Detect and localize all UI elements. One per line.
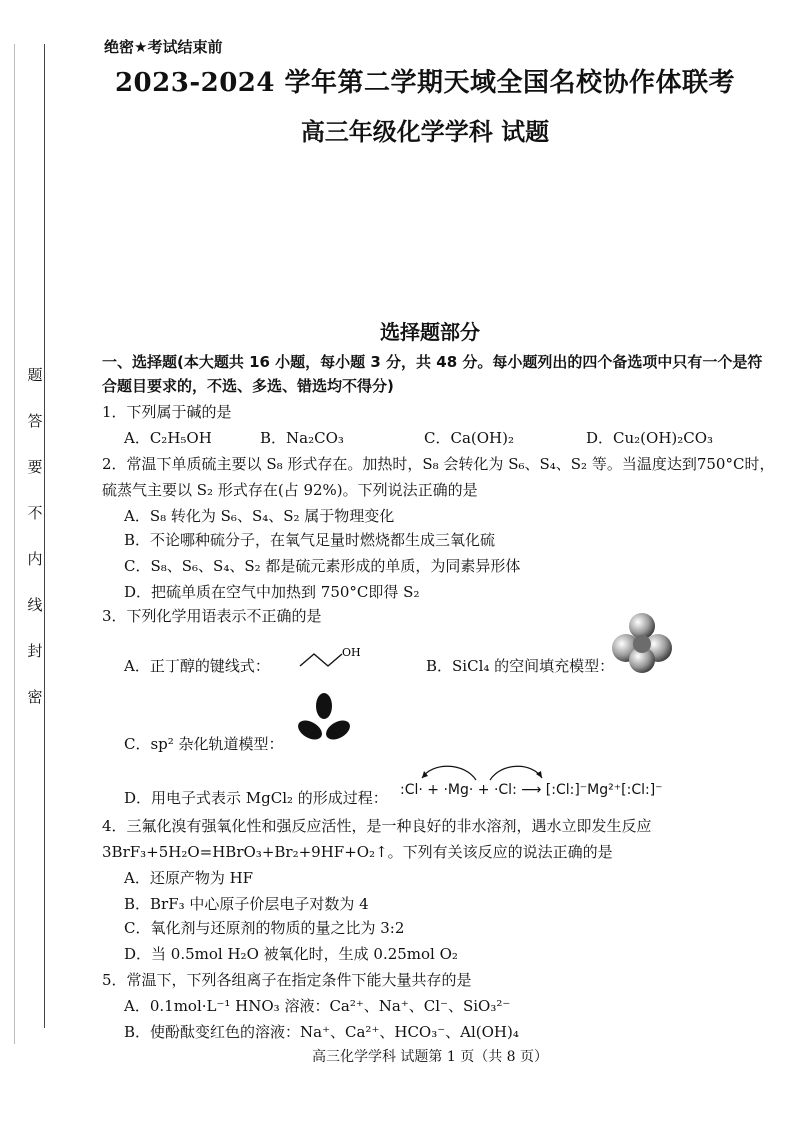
electron-transfer-arrows-icon [408, 760, 558, 784]
q1-stem: 1．下列属于碱的是 [102, 403, 232, 421]
q4-option-c: C．氧化剂与还原剂的物质的量之比为 3:2 [124, 919, 405, 937]
sicl4-space-filling-model-icon [610, 612, 674, 676]
q4-stem-2: 3BrF₃+5H₂O=HBrO₃+Br₂+9HF+O₂↑。下列有关该反应的说法正确的是 [102, 843, 613, 861]
q4-option-b: B．BrF₃ 中心原子价层电子对数为 4 [124, 895, 369, 913]
q4-option-a: A．还原产物为 HF [124, 869, 254, 887]
q1-option-b: B．Na₂CO₃ [260, 429, 344, 447]
exam-subtitle: 高三年级化学学科 试题 [300, 117, 550, 146]
q4-stem-1: 4．三氟化溴有强氧化性和强反应活性，是一种良好的非水溶剂，遇水立即发生反应 [102, 817, 652, 835]
q2-stem-2: 硫蒸气主要以 S₂ 形式存在(占 92%)。下列说法正确的是 [102, 481, 478, 499]
section-title: 选择题部分 [380, 320, 480, 344]
instructions-line-1: 一、选择题(本大题共 16 小题，每小题 3 分，共 48 分。每小题列出的四个备选项中只有一个是符 [102, 353, 763, 371]
q1-option-d: D．Cu₂(OH)₂CO₃ [586, 429, 714, 447]
mgcl2-formation-formula: :Cl· + ·Mg· + ·Cl: ⟶ [:Cl:]⁻Mg²⁺[:Cl:]⁻ [400, 782, 663, 798]
q3-option-d: D．用电子式表示 MgCl₂ 的形成过程： [124, 789, 388, 807]
margin-char: 题 [27, 366, 43, 384]
margin-char: 封 [27, 642, 43, 660]
q1-option-a: A．C₂H₅OH [124, 429, 212, 447]
q3-option-a: A．正丁醇的键线式： [124, 657, 270, 675]
q2-option-d: D．把硫单质在空气中加热到 750°C即得 S₂ [124, 583, 420, 601]
q3-stem: 3．下列化学用语表示不正确的是 [102, 607, 322, 625]
margin-char: 内 [27, 550, 43, 568]
q3-option-c: C．sp² 杂化轨道模型： [124, 735, 284, 753]
q1-option-c: C．Ca(OH)₂ [424, 429, 514, 447]
q2-option-b: B．不论哪种硫分子，在氧气足量时燃烧都生成三氧化硫 [124, 531, 496, 549]
margin-char: 要 [27, 458, 43, 476]
sp2-orbital-model-icon [294, 692, 354, 750]
page-edge-line [14, 44, 15, 1044]
seal-line-text [26, 364, 44, 732]
q2-stem-1: 2．常温下单质硫主要以 S₈ 形式存在。加热时，S₈ 会转化为 S₆、S₄、S₂ 等。当温度达到750°C时， [102, 455, 775, 473]
confidential-label: 绝密★考试结束前 [104, 38, 223, 56]
q5-option-a: A．0.1mol·L⁻¹ HNO₃ 溶液：Ca²⁺、Na⁺、Cl⁻、SiO₃²⁻ [124, 997, 511, 1015]
seal-line [44, 44, 45, 1028]
instructions-line-2: 合题目要求的，不选、多选、错选均不得分) [102, 377, 394, 395]
margin-char: 答 [27, 412, 43, 430]
margin-char: 线 [27, 596, 43, 614]
margin-char: 不 [27, 504, 43, 522]
q4-option-d: D．当 0.5mol H₂O 被氧化时，生成 0.25mol O₂ [124, 945, 458, 963]
oh-label: OH [342, 646, 361, 659]
q3-option-b: B．SiCl₄ 的空间填充模型： [426, 657, 615, 675]
q5-option-b: B．使酚酞变红色的溶液：Na⁺、Ca²⁺、HCO₃⁻、Al(OH)₄ [124, 1023, 519, 1041]
exam-title: 2023-2024 学年第二学期天域全国名校协作体联考 [114, 68, 736, 98]
q2-option-c: C．S₈、S₆、S₄、S₂ 都是硫元素形成的单质，为同素异形体 [124, 557, 521, 575]
q5-stem: 5．常温下，下列各组离子在指定条件下能大量共存的是 [102, 971, 472, 989]
page-footer: 高三化学学科 试题第 1 页（共 8 页） [311, 1049, 549, 1065]
margin-char: 密 [27, 688, 43, 706]
q2-option-a: A．S₈ 转化为 S₆、S₄、S₂ 属于物理变化 [124, 507, 395, 525]
butanol-skeletal-formula-icon [296, 644, 366, 674]
